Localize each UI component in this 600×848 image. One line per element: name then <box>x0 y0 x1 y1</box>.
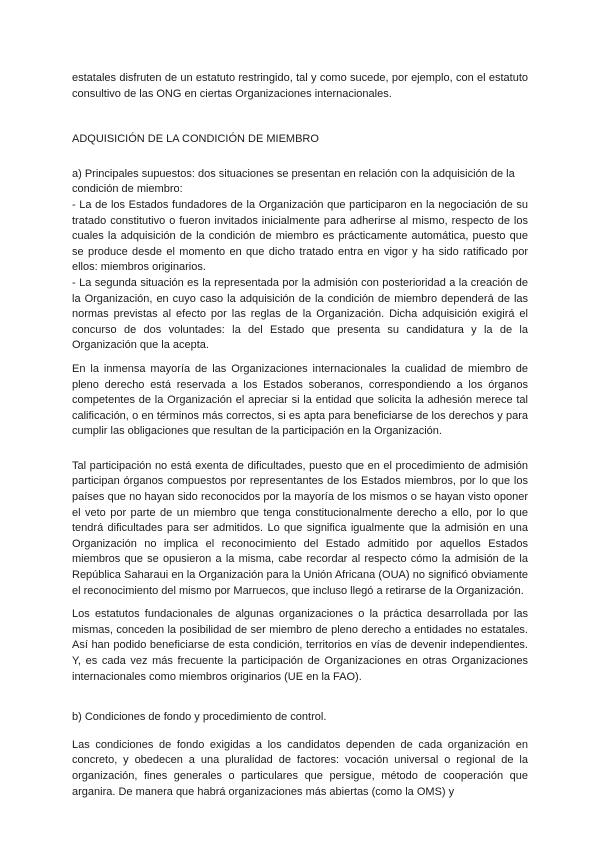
body-paragraph-2: Tal participación no está exenta de dificultades, puesto que en el procedimiento de admisión participan órganos compuestos por representantes de los Estados miembros, por lo que los países que no hayan sido reconocidos por la mayoría de los mismos o se hayan visto oponer el veto por parte de un miembro que tenga constitucionalmente derecho a ello, por lo que tendrá dificultades para ser admitidos. Lo que significa igualmente que la admisión en una Organización no implica el reconocimiento del Estado admitido por aquellos Estados miembros que se opusieron a la misma, cabe recordar al respecto cómo la admisión de la República Saharaui en la Organización para la Unión Africana (OUA) no significó obviamente el reconocimiento del mismo por Marruecos, que incluso llegó a retirarse de la Organización. <box>72 459 528 597</box>
body-paragraph-3: Los estatutos fundacionales de algunas organizaciones o la práctica desarrollada por las mismas, conceden la posibilidad de ser miembro de pleno derecho a entidades no estatales. Así han podido beneficiarse de esta condición, territorios en vías de devenir independientes. Y, es cada vez más frecuente la participación de Organizaciones en otras Organizaciones internacionales como miembros originarios (UE en la FAO). <box>72 608 528 683</box>
body-paragraph-4: Las condiciones de fondo exigidas a los candidatos dependen de cada organización en concreto, y obedecen a una pluralidad de factores: vocación universal o regional de la organización, fines generales o particulares que persigue, método de cooperación que arganira. De manera que habrá organizaciones más abiertas (como la OMS) y <box>72 738 528 798</box>
subsection-a-title: a) Principales supuestos: dos situaciones se presentan en relación con la adquisición de la condición de miembro: <box>72 167 515 196</box>
subsection-b-title: b) Condiciones de fondo y procedimiento de control. <box>72 711 327 724</box>
bullet-paragraph-2: - La segunda situación es la representada por la admisión con posterioridad a la creación de la Organización, en cuyo caso la adquisición de la condición de miembro dependerá de las normas previstas al efecto por las reglas de la Organización. Dicha adquisición exigirá el concurso de dos voluntades: la del Estado que presenta su candidatura y la de la Organización que la acepta. <box>72 276 528 352</box>
bullet-paragraph-1: - La de los Estados fundadores de la Organización que participaron en la negociación de su tratado constitutivo o fueron invitados inicialmente para adherirse al mismo, respecto de los cuales la adquisición de la condición de miembro es prácticamente automática, puesto que se produce desde el momento en que dicho tratado entra en vigor y ha sido ratificado por ellos: miembros originarios. <box>72 198 528 274</box>
section-heading: ADQUISICIÓN DE LA CONDICIÓN DE MIEMBRO <box>72 133 319 146</box>
body-paragraph-1: En la inmensa mayoría de las Organizaciones internacionales la cualidad de miembro de pleno derecho está reservada a los Estados soberanos, correspondiendo a los órganos competentes de la Organización el apreciar si la entidad que solicita la adhesión merece tal calificación, o en términos más correctos, si es apta para beneficiarse de los derechos y para cumplir las obligaciones que resultan de la participación en la Organización. <box>72 362 528 438</box>
intro-paragraph: estatales disfruten de un estatuto restringido, tal y como sucede, por ejemplo, con el estatuto consultivo de las ONG en ciertas Organizaciones internacionales. <box>72 72 528 100</box>
